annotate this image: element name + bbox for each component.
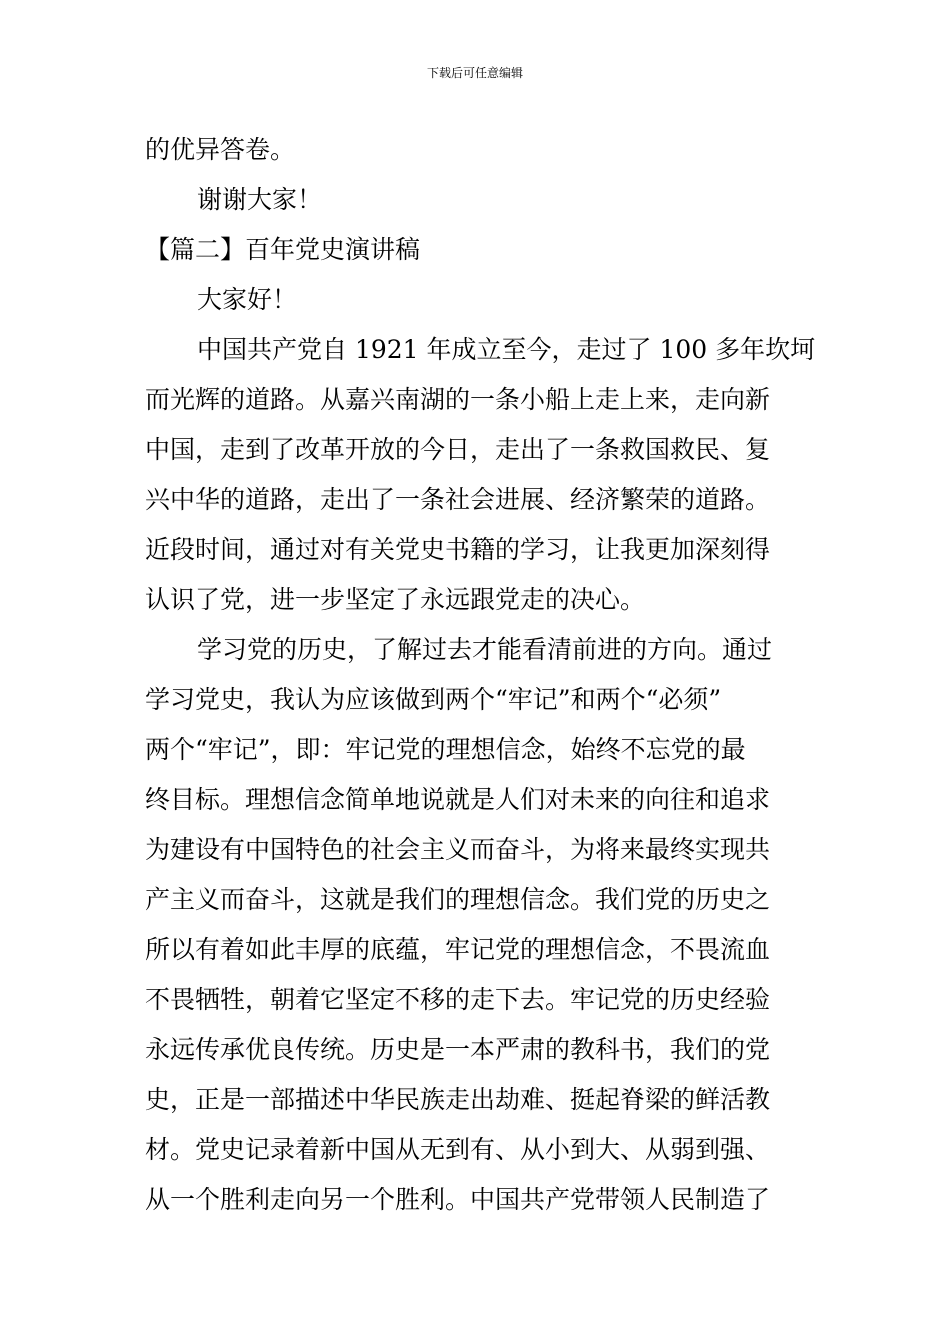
text-line: 从一个胜利走向另一个胜利。中国共产党带领人民制造了 <box>145 1185 771 1214</box>
text-line: 为建设有中国特色的社会主义而奋斗，为将来最终实现共 <box>145 835 771 864</box>
text-line: 材。党史记录着新中国从无到有、从小到大、从弱到强、 <box>145 1135 771 1164</box>
text-line: 中国，走到了改革开放的今日，走出了一条救国救民、复 <box>145 435 771 464</box>
text-line: 永远传承优良传统。历史是一本严肃的教科书，我们的党 <box>145 1035 771 1064</box>
text-line: 学习党史，我认为应该做到两个“牢记”和两个“必须” <box>145 685 722 714</box>
page-header: 下载后可任意编辑 <box>426 66 523 80</box>
text-line: 产主义而奋斗，这就是我们的理想信念。我们党的历史之 <box>145 885 771 914</box>
section-heading: 【篇二】百年党史演讲稿 <box>145 235 421 264</box>
document-body <box>145 125 815 1225</box>
text-line: 大家好！ <box>197 285 298 314</box>
text-line: 的优异答卷。 <box>145 135 296 164</box>
text-line: 终目标。理想信念简单地说就是人们对未来的向往和追求 <box>145 785 771 814</box>
text-line: 而光辉的道路。从嘉兴南湖的一条小船上走上来，走向新 <box>145 385 771 414</box>
text-line: 谢谢大家！ <box>197 185 323 214</box>
text-line: 兴中华的道路，走出了一条社会进展、经济繁荣的道路。 <box>145 485 771 514</box>
text-line: 史，正是一部描述中华民族走出劫难、挺起脊梁的鲜活教 <box>145 1085 771 1114</box>
text-line: 学习党的历史，了解过去才能看清前进的方向。通过 <box>197 635 773 664</box>
text-line: 中国共产党自 1921 年成立至今，走过了 100 多年坎坷 <box>197 335 816 364</box>
text-line: 所以有着如此丰厚的底蕴，牢记党的理想信念，不畏流血 <box>145 935 771 964</box>
text-line: 近段时间，通过对有关党史书籍的学习，让我更加深刻得 <box>145 535 771 564</box>
text-line: 两个“牢记”，即：牢记党的理想信念，始终不忘党的最 <box>145 735 746 764</box>
text-line: 认识了党，进一步坚定了永远跟党走的决心。 <box>145 585 646 614</box>
text-line: 不畏牺牲，朝着它坚定不移的走下去。牢记党的历史经验 <box>145 985 771 1014</box>
